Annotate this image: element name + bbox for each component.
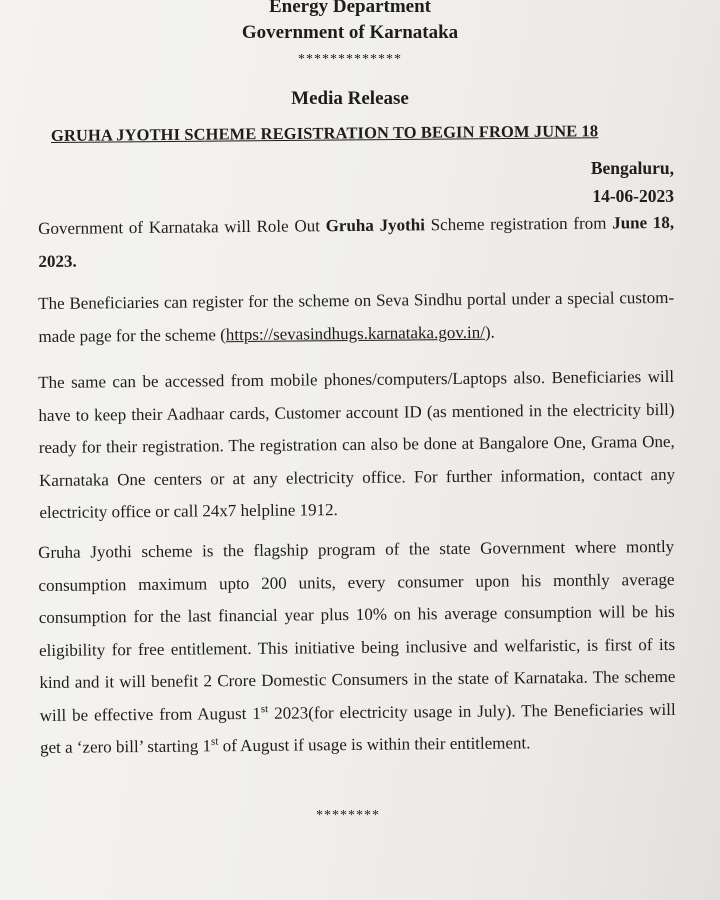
details-text-2: 2023(for electricity usage in July). The Beneficiaries will get a ‘zero bill’ starting 1	[39, 699, 676, 757]
details-text: Gruha Jyothi scheme is the flagship program of the state Government where montly consumption maximum upto 200 units, every consumer upon his monthly average consumption for the last financial year plus 10% on his average consumption will be his eligibility for free entitlement. This initiative being inclusive and welfaristic, is first of its kind and it will benefit 2 Crore Domestic Consumers in the state of Karnataka. The scheme will be effective from August 1	[38, 536, 676, 725]
release-type-heading: Media Release	[291, 88, 409, 109]
portal-link[interactable]: https://sevasindhugs.karnataka.gov.in/	[225, 322, 485, 344]
paragraph-portal	[38, 282, 675, 353]
ordinal-superscript: st	[260, 702, 269, 715]
details-text-3: of August if usage is within their entitlement.	[218, 733, 531, 756]
intro-text-2: Scheme registration from	[424, 213, 613, 235]
start-date: June 18, 2023.	[38, 212, 675, 271]
paragraph-scheme-details	[38, 531, 676, 765]
dateline-date: 14-06-2023	[592, 186, 674, 206]
ordinal-superscript: st	[210, 735, 219, 748]
paragraph-access: The same can be accessed from mobile phones/computers/Laptops also. Beneficiaries will have to keep their Aadhaar cards, Customer account ID (as mentioned in the electricity bill) ready for their registration. The registration can also be done at Bangalore One, Grama One, Karnataka One centers or at any electricity office. For further information, contact any electricity office or call 24x7 helpline 1912.	[38, 366, 676, 522]
portal-text: The Beneficiaries can register for the scheme on Seva Sindhu portal under a special custom-made page for the scheme (	[38, 287, 675, 346]
scheme-name: Gruha Jyothi	[325, 215, 425, 236]
top-divider: *************	[298, 52, 402, 67]
department-title: Energy Department	[269, 0, 431, 17]
portal-text-end: ).	[484, 322, 495, 342]
dateline-place: Bengaluru,	[590, 158, 674, 178]
bottom-divider: ********	[316, 808, 380, 823]
government-title: Government of Karnataka	[241, 22, 459, 43]
intro-text: Government of Karnataka will Role Out	[38, 216, 326, 238]
headline: GRUHA JYOTHI SCHEME REGISTRATION TO BEGIN FROM JUNE 18	[50, 121, 599, 145]
paragraph-intro	[38, 207, 675, 278]
